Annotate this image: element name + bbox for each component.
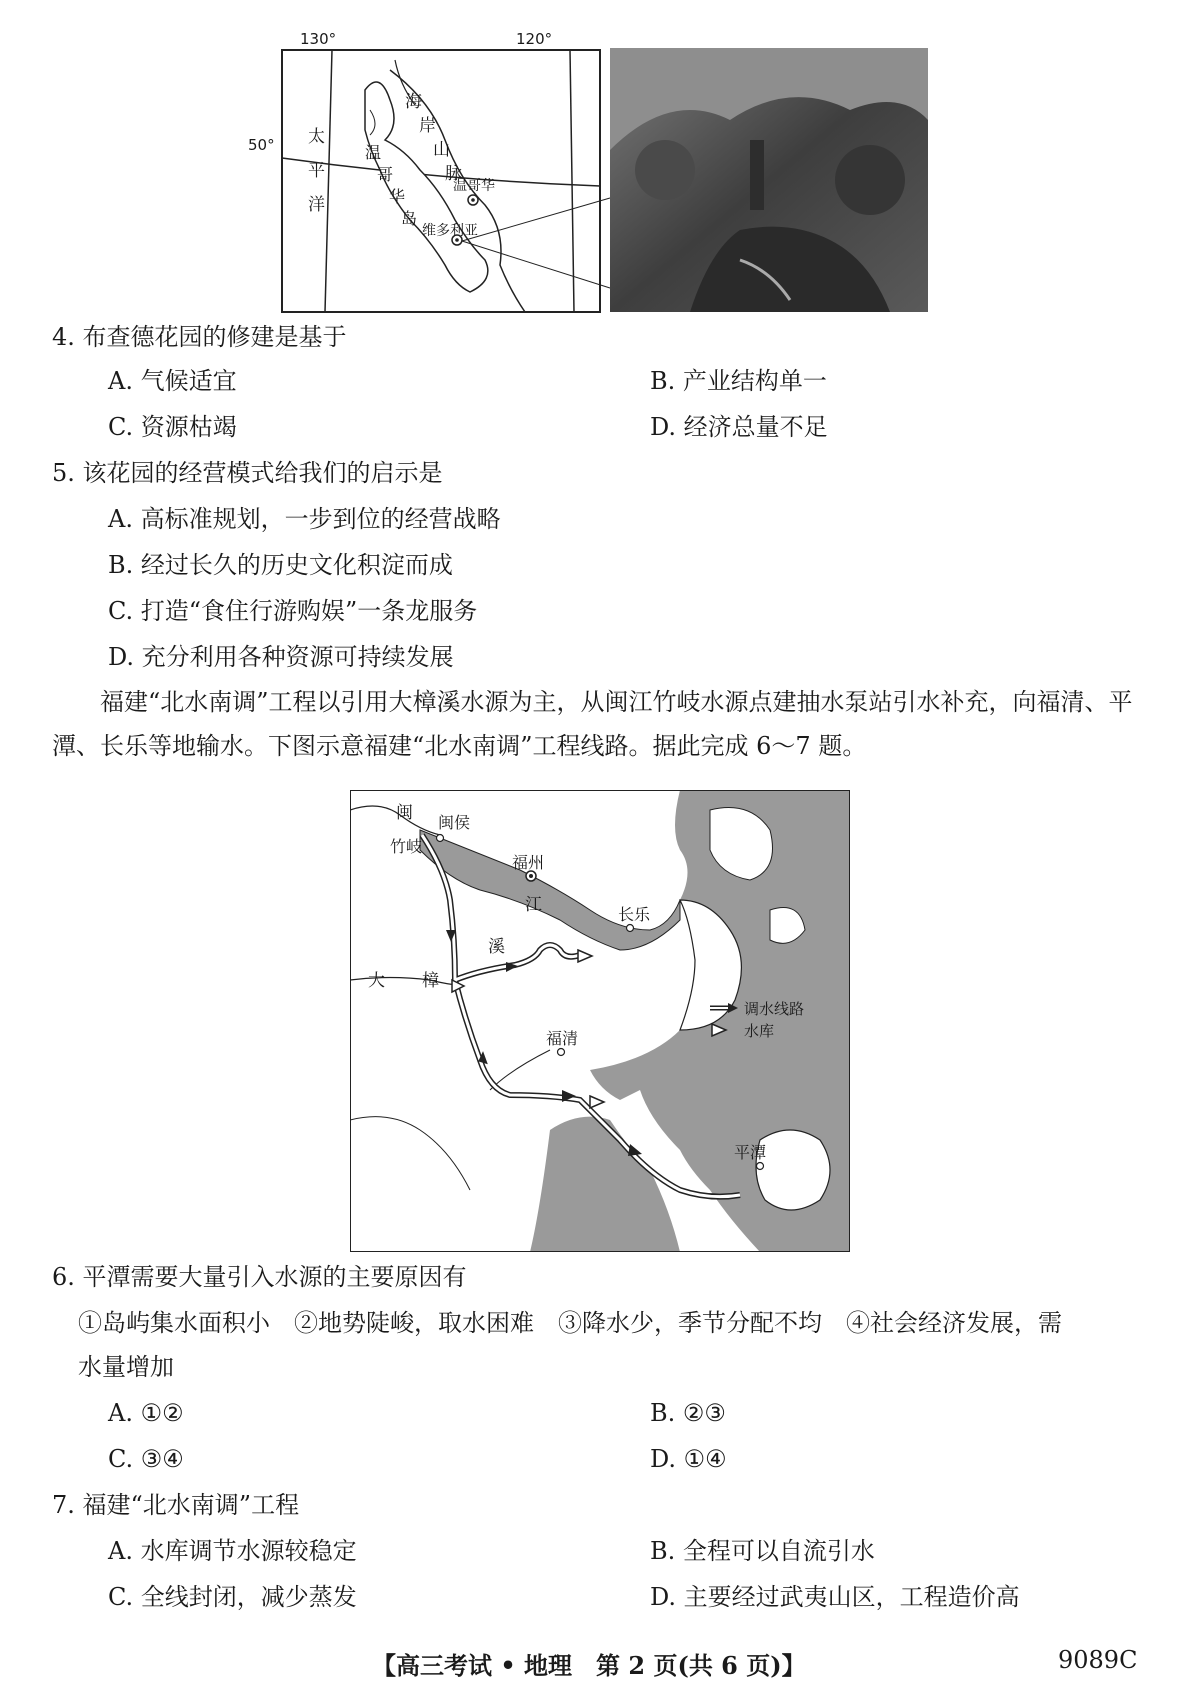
q6-options-line2: 水量增加 xyxy=(78,1353,174,1381)
legend-route-label: 调水线路 xyxy=(744,1000,805,1018)
ocean-label: 太 平 洋 xyxy=(308,127,325,215)
q6-option-a: A. ①② xyxy=(108,1399,184,1427)
lon-right-label: 120° xyxy=(516,30,553,48)
label-changle: 长乐 xyxy=(618,905,651,924)
q7-option-a: A. 水库调节水源较稳定 xyxy=(108,1537,357,1565)
q6-options-line1: ①岛屿集水面积小 ②地势陡峻，取水困难 ③降水少，季节分配不均 ④社会经济发展，需 xyxy=(78,1309,1062,1337)
q5-option-d: D. 充分利用各种资源可持续发展 xyxy=(108,643,454,671)
footer-code: 9089C xyxy=(1058,1646,1138,1674)
q4-stem: 4. 布查德花园的修建是基于 xyxy=(52,323,347,351)
lat-label: 50° xyxy=(248,136,275,154)
q4-option-d: D. 经济总量不足 xyxy=(650,413,828,441)
city-victoria: 维多利亚 xyxy=(422,223,478,239)
mountain-label: 海 岸 山 脉 xyxy=(405,92,462,184)
figure-water-diversion xyxy=(350,790,850,1252)
q6-option-d: D. ①④ xyxy=(650,1445,727,1473)
passage-text: 福建“北水南调”工程以引用大樟溪水源为主，从闽江竹岐水源点建抽水泵站引水补充，向福清、平潭、长乐等地输水。下图示意福建“北水南调”工程线路。据此完成 6～7 题。 xyxy=(52,688,1133,760)
figure-vancouver xyxy=(248,30,930,315)
city-vancouver: 温哥华 xyxy=(453,178,495,194)
legend-reservoir-label: 水库 xyxy=(744,1022,775,1040)
q6-option-c: C. ③④ xyxy=(108,1445,184,1473)
label-zhang: 樟 xyxy=(422,971,439,991)
q7-option-c: C. 全线封闭，减少蒸发 xyxy=(108,1583,357,1611)
label-da: 大 xyxy=(368,971,385,991)
q7-stem: 7. 福建“北水南调”工程 xyxy=(52,1491,300,1519)
q4-option-a: A. 气候适宜 xyxy=(108,367,237,395)
label-zhuqi: 竹岐 xyxy=(390,837,423,856)
island-label: 温 哥 华 岛 xyxy=(365,143,418,228)
diversion-map xyxy=(350,790,850,1252)
q5-option-c: C. 打造“食住行游购娱”一条龙服务 xyxy=(108,597,478,625)
label-jiang: 江 xyxy=(525,895,542,915)
label-min: 闽 xyxy=(396,803,413,823)
q5-stem: 5. 该花园的经营模式给我们的启示是 xyxy=(52,459,443,487)
q4-option-c: C. 资源枯竭 xyxy=(108,413,237,441)
label-fuqing: 福清 xyxy=(546,1029,579,1048)
q7-option-b: B. 全程可以自流引水 xyxy=(650,1537,875,1565)
label-fuzhou: 福州 xyxy=(512,853,545,872)
q7-option-d: D. 主要经过武夷山区，工程造价高 xyxy=(650,1583,1020,1611)
label-xi: 溪 xyxy=(488,937,505,957)
q4-option-b: B. 产业结构单一 xyxy=(650,367,827,395)
q6-stem: 6. 平潭需要大量引入水源的主要原因有 xyxy=(52,1263,467,1291)
q6-option-b: B. ②③ xyxy=(650,1399,726,1427)
q5-option-a: A. 高标准规划，一步到位的经营战略 xyxy=(108,505,501,533)
q5-option-b: B. 经过长久的历史文化积淀而成 xyxy=(108,551,453,579)
label-pingtan: 平潭 xyxy=(734,1143,767,1162)
label-minhou: 闽侯 xyxy=(438,813,471,832)
footer-title: 【高三考试 • 地理 第 2 页(共 6 页)】 xyxy=(372,1651,806,1680)
passage xyxy=(52,680,1160,768)
lon-left-label: 130° xyxy=(300,30,337,48)
